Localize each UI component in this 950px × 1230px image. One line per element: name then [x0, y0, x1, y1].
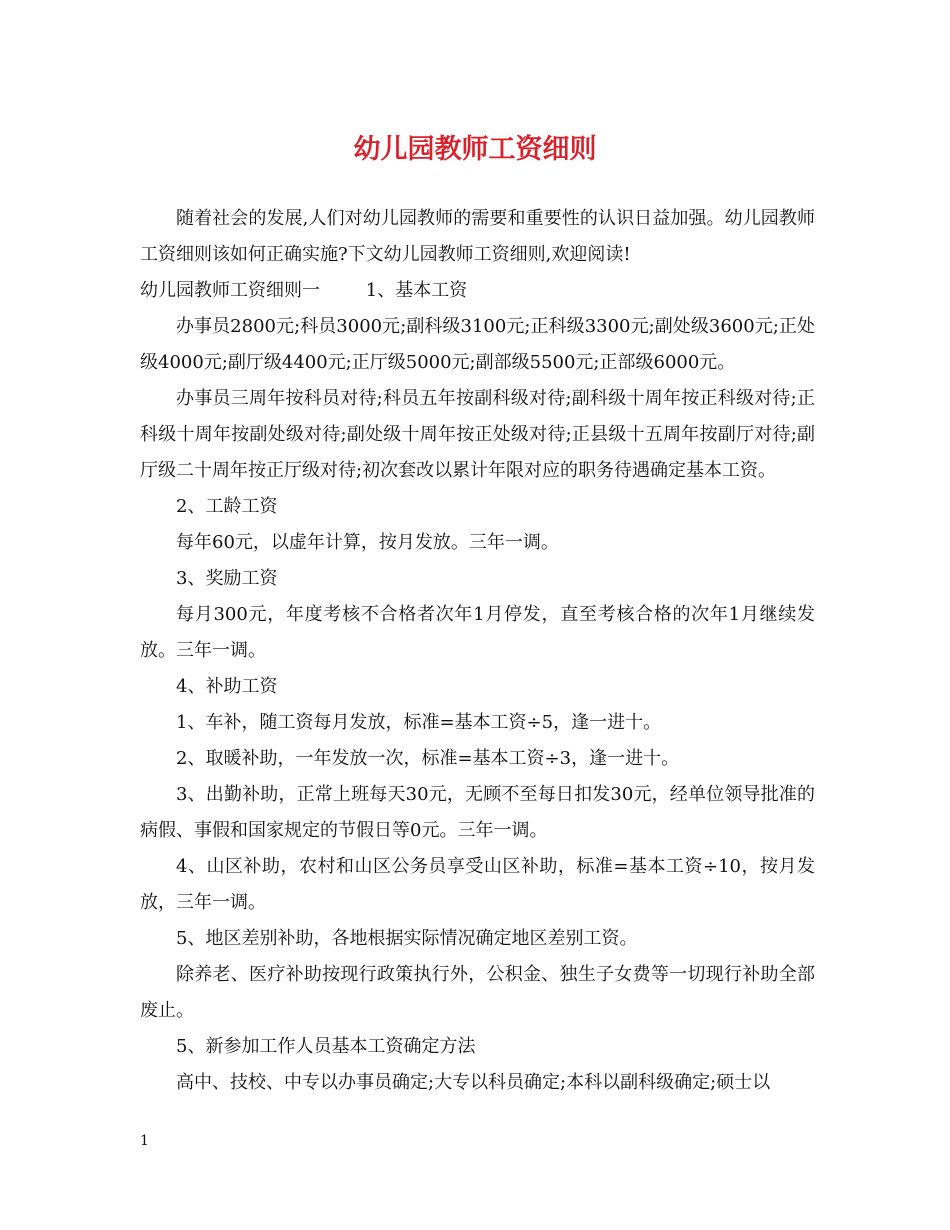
paragraph-attendance-allowance: 3、出勤补助，正常上班每天30元，无顾不至每日扣发30元，经单位领导批准的病假、事假和国家规定的节假日等0元。三年一调。 — [140, 784, 815, 841]
paragraph-heading-allowance: 4、补助工资 — [176, 676, 278, 697]
document-body — [140, 201, 815, 1101]
paragraph-heading-bonus-pay: 3、奖励工资 — [176, 568, 278, 589]
paragraph-heading-seniority-pay: 2、工龄工资 — [176, 496, 278, 517]
paragraph-base-salary-levels: 办事员2800元;科员3000元;副科级3100元;正科级3300元;副处级3600元;正处级4000元;副厅级4400元;正厅级5000元;副部级5500元;正部级6000元。 — [140, 316, 815, 373]
paragraph-abolished-allowances: 除养老、医疗补助按现行政策执行外，公积金、独生子女费等一切现行补助全部废止。 — [140, 964, 815, 1021]
paragraph-mountain-allowance: 4、山区补助，农村和山区公务员享受山区补助，标准=基本工资÷10，按月发放，三年一调。 — [140, 856, 815, 913]
page-number: 1 — [140, 1133, 149, 1149]
paragraph-section-heading: 幼儿园教师工资细则一 1、基本工资 — [140, 280, 468, 301]
paragraph-seniority-pay: 每年60元，以虚年计算，按月发放。三年一调。 — [176, 532, 559, 553]
paragraph-bonus-pay: 每月300元，年度考核不合格者次年1月停发，直至考核合格的次年1月继续发放。三年一调。 — [140, 604, 815, 661]
document-title: 幼儿园教师工资细则 — [353, 134, 597, 165]
paragraph-heading-new-staff: 5、新参加工作人员基本工资确定方法 — [176, 1036, 476, 1057]
paragraph-regional-allowance: 5、地区差别补助，各地根据实际情况确定地区差别工资。 — [176, 928, 638, 949]
paragraph-intro: 随着社会的发展,人们对幼儿园教师的需要和重要性的认识日益加强。幼儿园教师工资细则该如何正确实施?下文幼儿园教师工资细则,欢迎阅读! — [140, 208, 815, 265]
paragraph-promotion-rules: 办事员三周年按科员对待;科员五年按副科级对待;副科级十周年按正科级对待;正科级十周年按副处级对待;副处级十周年按正处级对待;正县级十五周年按副厅对待;副厅级二十周年按正厅级对待;初次套改以累计年限对应的职务待遇确定基本工资。 — [140, 388, 815, 481]
paragraph-transport-allowance: 1、车补，随工资每月发放，标准=基本工资÷5，逢一进十。 — [176, 712, 662, 733]
paragraph-heating-allowance: 2、取暖补助，一年发放一次，标准=基本工资÷3，逢一进十。 — [176, 748, 680, 769]
paragraph-new-staff-rules: 高中、技校、中专以办事员确定;大专以科员确定;本科以副科级确定;硕士以 — [176, 1072, 771, 1093]
